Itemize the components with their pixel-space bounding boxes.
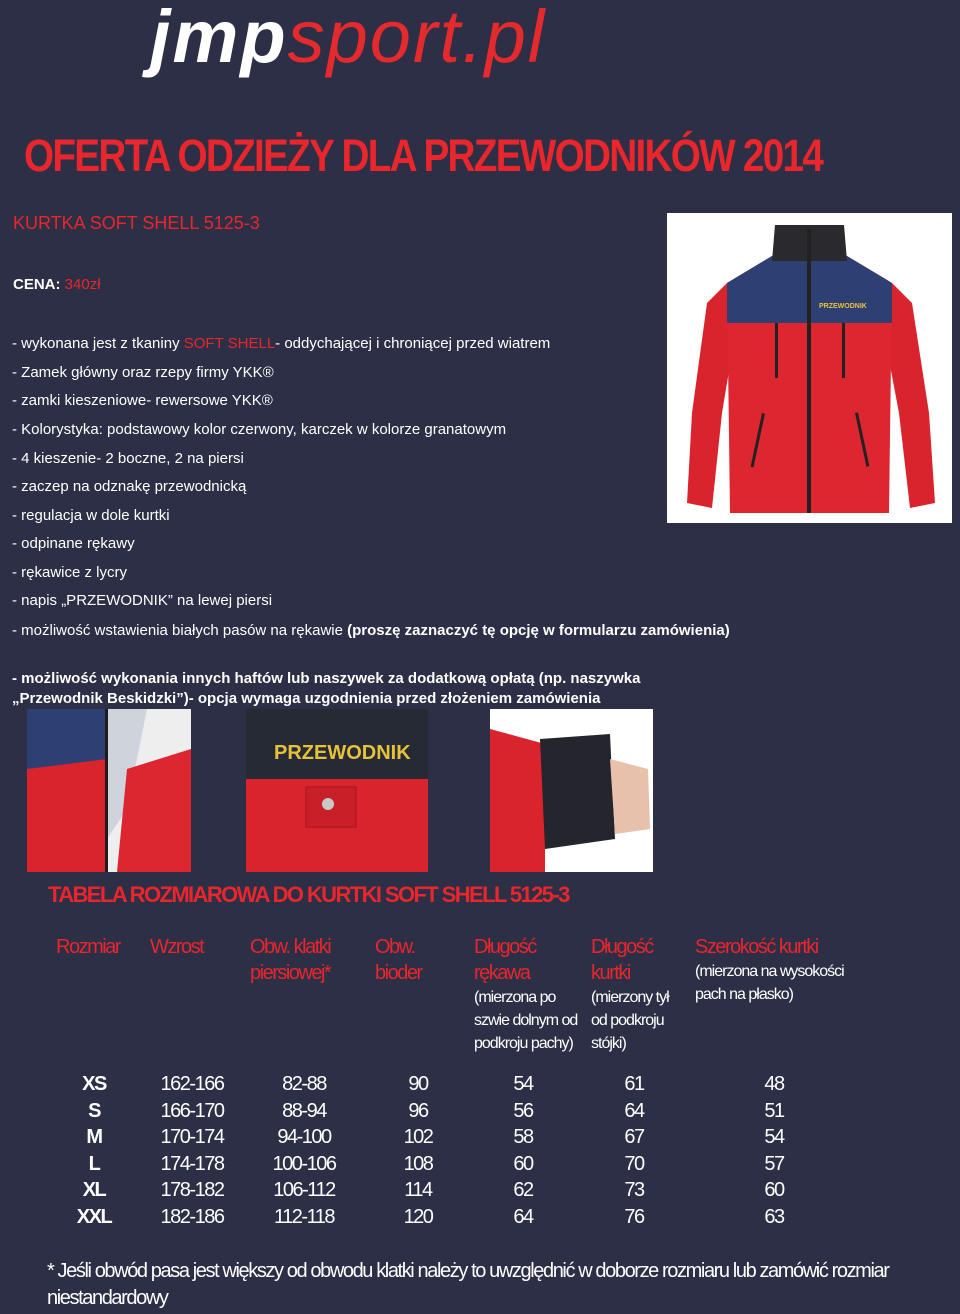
sleeve-cell: 56 xyxy=(513,1099,533,1122)
glove-detail-photo xyxy=(490,709,653,872)
feature-text: - oddychającej i chroniącej przed wiatrem xyxy=(275,335,551,352)
width-cell: 57 xyxy=(764,1152,784,1175)
feature-item: - 4 kieszenie- 2 boczne, 2 na piersi xyxy=(12,450,244,467)
feature-item: - odpinane rękawy xyxy=(12,535,135,552)
hips-cell: 102 xyxy=(403,1126,433,1148)
chest-cell: 94-100 xyxy=(277,1126,331,1148)
height-cell: 166-170 xyxy=(160,1099,224,1122)
feature-highlight: SOFT SHELL xyxy=(183,335,276,352)
feature-item: - zamki kieszeniowe- rewersowe YKK® xyxy=(12,392,273,409)
price-label: CENA: xyxy=(13,276,61,293)
size-cell: S xyxy=(88,1099,100,1122)
product-name: KURTKA SOFT SHELL 5125-3 xyxy=(13,213,260,233)
header-rozmiar: Rozmiar xyxy=(56,936,120,958)
header-kurtka-note: (mierzony tył od podkroju stójki) xyxy=(591,989,669,1052)
length-cell: 70 xyxy=(624,1152,644,1175)
sleeve-cell: 58 xyxy=(513,1126,533,1148)
chest-cell: 112-118 xyxy=(274,1205,334,1228)
badge-embroidery: PRZEWODNIK xyxy=(274,742,411,764)
feature-item xyxy=(12,621,732,641)
feature-item: - napis „PRZEWODNIK” na lewej piersi xyxy=(12,592,273,609)
sleeve-cell: 62 xyxy=(513,1179,533,1201)
header-klatka: Obw. klatki piersiowej* xyxy=(250,936,331,984)
size-table-title: TABELA ROZMIAROWA DO KURTKI SOFT SHELL 5125-3 xyxy=(48,882,569,907)
length-cell: 73 xyxy=(624,1179,644,1201)
width-cell: 60 xyxy=(764,1179,784,1201)
sleeve-detail-photo xyxy=(27,709,191,872)
hips-cell: 96 xyxy=(408,1099,428,1122)
feature-item: - regulacja w dole kurtki xyxy=(12,507,170,524)
height-cell: 174-178 xyxy=(160,1152,224,1175)
badge-detail-photo xyxy=(246,709,428,872)
jmpsport-logo xyxy=(150,0,547,78)
chest-cell: 88-94 xyxy=(282,1099,326,1122)
feature-item: - rękawice z lycry xyxy=(12,564,128,581)
size-cell: XS xyxy=(82,1073,106,1095)
price-line xyxy=(13,276,101,293)
header-rekaw: Długość rękawa xyxy=(474,936,536,984)
sleeve-cell: 54 xyxy=(513,1073,533,1095)
width-cell: 63 xyxy=(764,1205,784,1228)
chest-cell: 100-106 xyxy=(272,1152,336,1175)
length-cell: 61 xyxy=(624,1073,644,1095)
chest-cell: 106-112 xyxy=(273,1179,335,1201)
header-wzrost: Wzrost xyxy=(150,936,204,958)
chest-cell: 82-88 xyxy=(282,1073,326,1095)
jacket-photo xyxy=(667,213,952,523)
header-rekaw-note: (mierzona po szwie dolnym od podkroju pachy) xyxy=(474,989,578,1052)
table-row xyxy=(0,1073,960,1099)
logo-part-sport: sport.pl xyxy=(287,0,547,78)
length-cell: 76 xyxy=(624,1205,644,1228)
sleeve-cell: 64 xyxy=(513,1205,533,1228)
feature-item: - możliwość wykonania innych haftów lub naszywek za dodatkową opłatą (np. naszywka „Przewodnik Beskidzki”)- opcja wymaga uzgodnienia przed złożeniem zamówienia xyxy=(12,670,641,707)
height-cell: 162-166 xyxy=(160,1073,224,1095)
table-row xyxy=(0,1206,960,1232)
feature-text: - możliwość wstawienia białych pasów na rękawie xyxy=(12,622,348,639)
feature-item: - Kolorystyka: podstawowy kolor czerwony, karczek w kolorze granatowym xyxy=(12,421,507,438)
feature-note: (proszę zaznaczyć tę opcję w formularzu zamówienia) xyxy=(347,622,730,639)
jacket-embroidery: PRZEWODNIK xyxy=(819,303,867,310)
table-row xyxy=(0,1126,960,1152)
hips-cell: 120 xyxy=(403,1205,433,1228)
size-cell: L xyxy=(88,1152,100,1175)
header-szerokosc-note: (mierzona na wysokości pach na płasko) xyxy=(695,963,844,1003)
hips-cell: 108 xyxy=(403,1152,433,1175)
size-table-footnote: * Jeśli obwód pasa jest większy od obwodu klatki należy to uwzględnić w doborze rozmiaru lub zamówić rozmiar niestandardowy xyxy=(47,1260,889,1309)
height-cell: 170-174 xyxy=(160,1126,224,1148)
height-cell: 182-186 xyxy=(160,1205,224,1228)
height-cell: 178-182 xyxy=(160,1179,224,1201)
logo-part-jmp: jmp xyxy=(150,0,288,78)
length-cell: 67 xyxy=(624,1126,644,1148)
price-value: 340zł xyxy=(64,276,101,293)
size-cell: XXL xyxy=(76,1205,112,1228)
sleeve-cell: 60 xyxy=(513,1152,533,1175)
feature-item: - Zamek główny oraz rzepy firmy YKK® xyxy=(12,364,274,381)
page-title: OFERTA ODZIEŻY DLA PRZEWODNIKÓW 2014 xyxy=(24,130,823,181)
hips-cell: 114 xyxy=(404,1179,432,1201)
table-row xyxy=(0,1179,960,1205)
hips-cell: 90 xyxy=(408,1073,428,1095)
width-cell: 54 xyxy=(764,1126,784,1148)
size-cell: M xyxy=(86,1126,102,1148)
header-kurtka: Długość kurtki xyxy=(591,936,653,984)
length-cell: 64 xyxy=(624,1099,644,1122)
feature-item: - zaczep na odznakę przewodnicką xyxy=(12,478,247,495)
feature-text: - wykonana jest z tkaniny xyxy=(12,335,184,352)
header-szerokosc: Szerokość kurtki xyxy=(695,936,818,958)
feature-item xyxy=(12,335,550,352)
table-row xyxy=(0,1153,960,1179)
width-cell: 48 xyxy=(764,1073,784,1095)
table-row xyxy=(0,1100,960,1126)
header-biodra: Obw. bioder xyxy=(375,936,422,984)
size-cell: XL xyxy=(82,1179,106,1201)
width-cell: 51 xyxy=(764,1099,784,1122)
